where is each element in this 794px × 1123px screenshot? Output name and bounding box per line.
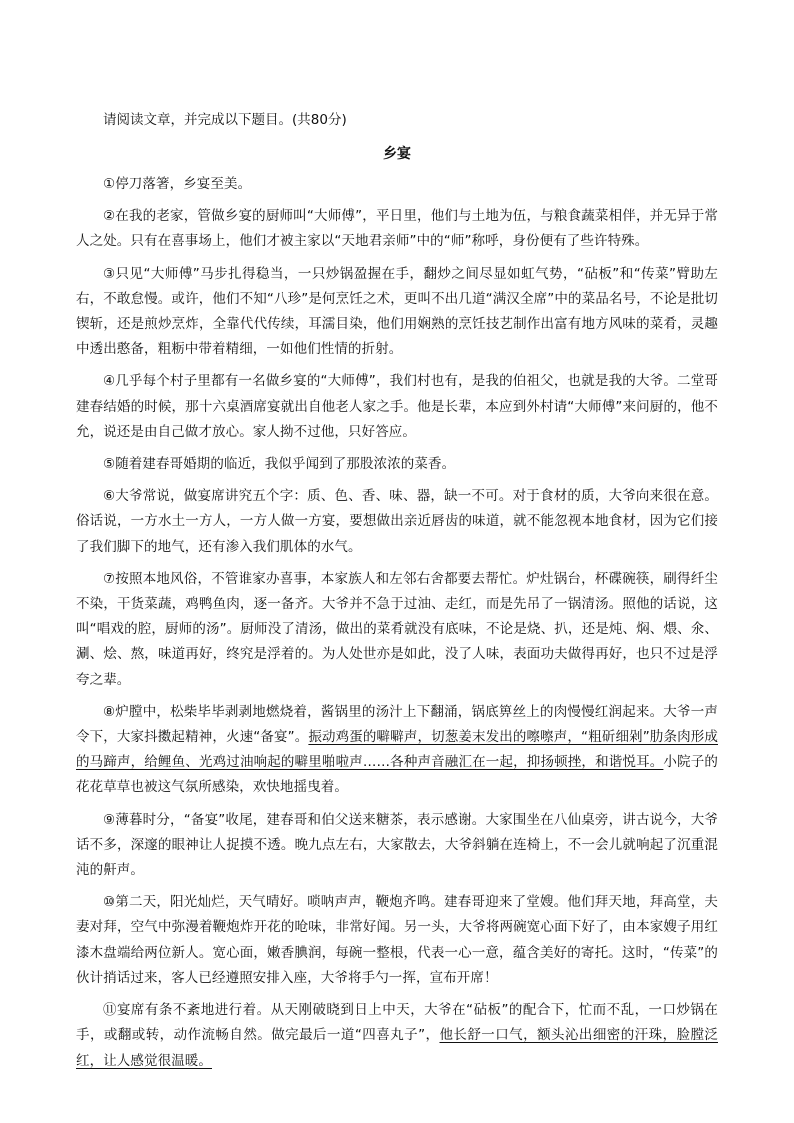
underlined-sentence: 振动鸡蛋的噼噼声，切葱姜末发出的嚓嚓声，“粗斫细剁”肋条肉形成的马蹄声，给鲤鱼、光鸡过油响起的噼里啪啦声……各种声音融汇在一起，抑扬顿挫，和谐悦耳。 bbox=[76, 729, 718, 771]
paragraph-8 bbox=[76, 700, 718, 801]
paragraph-5 bbox=[76, 452, 718, 477]
underlined-sentence: 他长舒一口气，额头沁出细密的汗珠，脸膛泛红，让人感觉很温暖。 bbox=[76, 1027, 718, 1069]
paragraph-text: ⑩第二天，阳光灿烂，天气晴好。唢呐声声，鞭炮齐鸣。建春哥迎来了堂嫂。他们拜天地，拜高堂，夫妻对拜，空气中弥漫着鞭炮炸开花的呛味，非常好闻。另一头，大爷将两碗宽心面下好了，由本家嫂子用红漆木盘端给两位新人。宽心面，嫩香腆润，每碗一整根，代表一心一意，蕴含美好的寄托。这时，“传菜”的伙计捎话过来，客人已经遵照安排入座，大爷将手勺一挥，宣布开席！ bbox=[76, 894, 718, 986]
paragraph-text: ⑪宴席有条不紊地进行着。从天刚破晓到日上中天，大爷在“砧板”的配合下，忙而不乱，一口炒锅在手，或翻或转，动作流畅自然。做完最后一道“四喜丸子”， bbox=[76, 1002, 718, 1044]
paragraph-9 bbox=[76, 808, 718, 884]
paragraph-text: ①停刀落箸，乡宴至美。 bbox=[103, 176, 252, 192]
question-instruction: 请阅读文章，并完成以下题目。(共80分) bbox=[103, 112, 347, 128]
paragraph-text: ②在我的老家，管做乡宴的厨师叫“大师傅”，平日里，他们与土地为伍，与粮食蔬菜相伴，并无异于常人之处。只有在喜事场上，他们才被主家以“天地君亲师”中的“师”称呼，身份便有了些许特殊。 bbox=[76, 208, 718, 250]
article bbox=[76, 108, 718, 1081]
paragraph-7 bbox=[76, 567, 718, 693]
paragraph-10 bbox=[76, 890, 718, 991]
paragraph-11 bbox=[76, 998, 718, 1074]
paragraph-text: ④几乎每个村子里都有一名做乡宴的“大师傅”，我们村也有，是我的伯祖父，也就是我的大爷。二堂哥建春结婚的时候，那十六桌酒席宴就出自他老人家之手。他是长辈，本应到外村请“大师傅”来问厨的，他不允，说还是由自己做才放心。家人拗不过他，只好答应。 bbox=[76, 373, 718, 440]
paragraph-text: ③只见“大师傅”马步扎得稳当，一只炒锅盈握在手，翻炒之间尽显如虹气势，“砧板”和“传菜”臂助左右，不敢怠慢。或许，他们不知“八珍”是何烹饪之术，更叫不出几道“满汉全席”中的菜品名号，不论是批切锲斩，还是煎炒烹炸，全靠代代传续，耳濡目染，他们用娴熟的烹饪技艺制作出富有地方风味的菜肴，灵趣中透出憨备，粗粝中带着精细，一如他们性情的折射。 bbox=[76, 265, 718, 358]
paragraph-1 bbox=[76, 172, 718, 197]
article-body bbox=[76, 172, 718, 1074]
paragraph-text: ⑦按照本地风俗，不管谁家办喜事，本家族人和左邻右舍都要去帮忙。炉灶锅台，杯碟碗筷，刷得纤尘不染，干货菜蔬，鸡鸭鱼肉，逐一备齐。大爷并不急于过油、走红，而是先吊了一锅清汤。照他的话说，这叫“唱戏的腔，厨师的汤”。厨师没了清汤，做出的菜肴就没有底味，不论是烧、扒，还是炖、焖、煨、氽、涮、烩、熬，味道再好，终究是浮着的。为人处世亦是如此，没了人味，表面功夫做得再好，也只不过是浮夸之辈。 bbox=[76, 570, 718, 688]
paragraph-text: ⑥大爷常说，做宴席讲究五个字：质、色、香、味、器，缺一不可。对于食材的质，大爷向来很在意。俗话说，一方水土一方人，一方人做一方宴，要想做出亲近唇齿的味道，就不能忽视本地食材，因为它们接了我们脚下的地气，还有渗入我们肌体的水气。 bbox=[76, 488, 718, 555]
paragraph-4 bbox=[76, 369, 718, 445]
paragraph-text: ⑧炉膛中，松柴毕毕剥剥地燃烧着，酱锅里的汤汁上下翻涌，锅底箅丝上的肉慢慢红润起来。大爷一声令下，大家抖擞起精神，火速“备宴”。 bbox=[76, 703, 718, 746]
paragraph-3 bbox=[76, 262, 718, 363]
paragraph-text: 小院子的花花草草也被这气氛所感染，欢快地摇曳着。 bbox=[76, 754, 718, 796]
paragraph-text: ⑤随着建春哥婚期的临近，我似乎闻到了那股浓浓的菜香。 bbox=[103, 456, 456, 473]
paragraph-text: ⑨薄暮时分，“备宴”收尾，建春哥和伯父送来糖茶，表示感谢。大家围坐在八仙桌旁，讲古说今，大爷话不多，深邃的眼神让人捉摸不透。晚九点左右，大家散去，大爷斜躺在连椅上，不一会儿就响起了沉重混沌的鼾声。 bbox=[76, 811, 718, 879]
paragraph-2 bbox=[76, 204, 718, 254]
paragraph-6 bbox=[76, 484, 718, 560]
article-title: 乡宴 bbox=[383, 146, 411, 162]
